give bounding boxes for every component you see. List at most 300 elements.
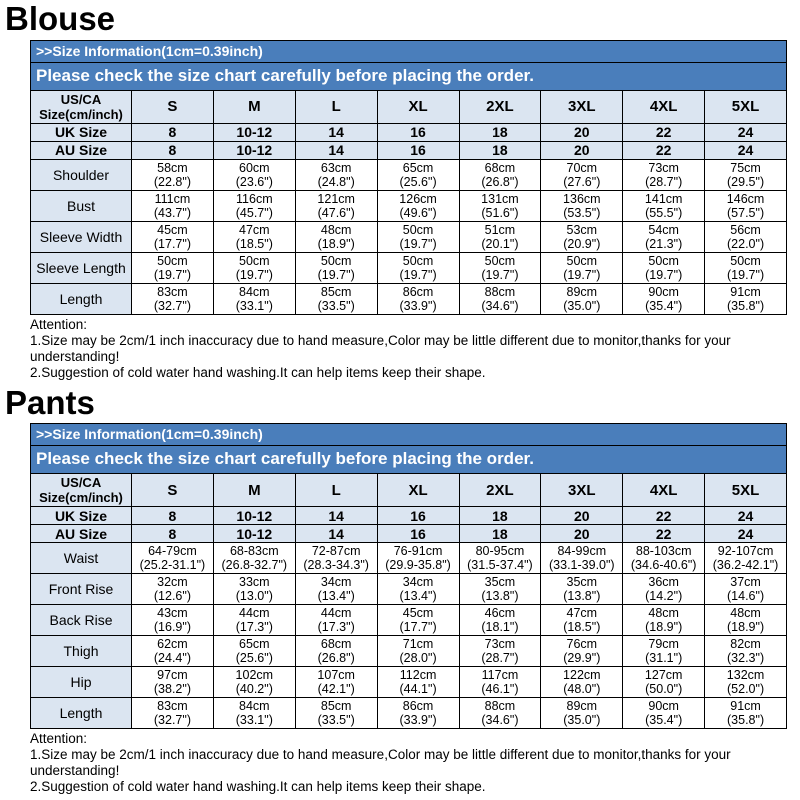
measurement-value: [459, 159, 541, 190]
measurement-value: [377, 221, 459, 252]
measurement-value: [213, 159, 295, 190]
measurement-value: [623, 252, 705, 283]
value-cm: 131cm: [481, 191, 519, 206]
blouse-size-table: [30, 90, 787, 315]
value-inch: (35.0"): [563, 298, 601, 313]
measurement-value: [541, 605, 623, 636]
value-cm: 50cm: [648, 253, 679, 268]
value-inch: (13.8"): [563, 589, 601, 604]
measurement-row: [31, 159, 787, 190]
region-size-value: 10-12: [213, 507, 295, 525]
value-inch: (20.9"): [563, 236, 601, 251]
value-inch: (33.5"): [317, 713, 355, 728]
region-size-value: 24: [705, 141, 787, 159]
measurement-value: [213, 698, 295, 729]
value-cm: 116cm: [236, 191, 273, 206]
measurement-value: [541, 574, 623, 605]
value-cm: 68cm: [320, 637, 352, 652]
size-column-header: 3XL: [541, 90, 623, 123]
value-cm: 122cm: [563, 668, 601, 683]
value-cm: 35cm: [566, 575, 598, 590]
measurement-value: [377, 283, 459, 314]
value-inch: (27.6"): [563, 174, 601, 189]
value-cm: 63cm: [320, 160, 352, 175]
attention-note: [30, 731, 787, 795]
value-inch: (17.3"): [235, 620, 273, 635]
measurement-value: [213, 667, 295, 698]
measurement-value: [541, 283, 623, 314]
value-inch: (19.7"): [153, 267, 191, 282]
measurement-value: [705, 159, 787, 190]
value-cm: 64-79cm: [148, 544, 197, 559]
measurement-value: [541, 221, 623, 252]
measurement-row: [31, 252, 787, 283]
value-inch: (45.7"): [235, 205, 273, 220]
value-cm: 50cm: [484, 253, 516, 268]
value-cm: 84cm: [239, 284, 270, 299]
row-label: Length: [31, 283, 132, 314]
measurement-value: [459, 698, 541, 729]
size-column-header: M: [213, 90, 295, 123]
value-cm: 88-103cm: [635, 544, 692, 559]
measurement-value: [541, 636, 623, 667]
value-cm: 112cm: [399, 668, 437, 683]
measurement-value: [377, 574, 459, 605]
corner-header-line: US/CA: [60, 475, 102, 491]
value-inch: (17.7"): [399, 620, 437, 635]
attention-line: 2.Suggestion of cold water hand washing.It can help items keep their shape.: [30, 779, 486, 795]
value-inch: (31.5-37.4"): [467, 558, 533, 573]
value-inch: (14.2"): [645, 589, 683, 604]
region-size-value: 22: [623, 507, 705, 525]
value-cm: 65cm: [239, 637, 270, 652]
attention-note: [30, 317, 787, 381]
measurement-value: [459, 667, 541, 698]
measurement-value: [295, 698, 377, 729]
value-inch: (19.7"): [235, 267, 273, 282]
value-cm: 50cm: [402, 253, 434, 268]
corner-header: [31, 90, 132, 123]
value-inch: (35.4"): [645, 298, 683, 313]
size-column-header: L: [295, 90, 377, 123]
measurement-value: [459, 574, 541, 605]
measurement-row: [31, 574, 787, 605]
value-cm: 80-95cm: [475, 544, 525, 559]
row-label: UK Size: [31, 123, 132, 141]
measurement-value: [295, 283, 377, 314]
measurement-value: [623, 190, 705, 221]
measurement-value: [623, 159, 705, 190]
measurement-value: [377, 636, 459, 667]
value-cm: 46cm: [484, 606, 516, 621]
measurement-value: [541, 667, 623, 698]
value-inch: (24.4"): [153, 651, 191, 666]
measurement-value: [132, 283, 214, 314]
value-inch: (26.8-32.7"): [221, 558, 288, 573]
attention-line: Attention:: [30, 731, 88, 747]
size-column-header: S: [132, 474, 214, 507]
value-inch: (43.7"): [153, 205, 191, 220]
measurement-row: [31, 221, 787, 252]
measurement-value: [295, 667, 377, 698]
value-inch: (19.7"): [317, 267, 355, 282]
value-cm: 126cm: [399, 191, 437, 206]
corner-header-line: Size(cm/inch): [39, 490, 123, 506]
section-blouse: [0, 2, 800, 381]
size-column-header: 5XL: [705, 90, 787, 123]
value-cm: 89cm: [566, 284, 598, 299]
value-cm: 107cm: [317, 668, 355, 683]
measurement-value: [623, 221, 705, 252]
value-cm: 50cm: [320, 253, 352, 268]
value-inch: (12.6"): [153, 589, 191, 604]
value-cm: 50cm: [730, 253, 761, 268]
value-inch: (26.8"): [481, 174, 519, 189]
region-size-row: [31, 525, 787, 543]
value-inch: (42.1"): [317, 682, 355, 697]
measurement-value: [623, 574, 705, 605]
value-inch: (13.4"): [317, 589, 355, 604]
row-label: Thigh: [31, 636, 132, 667]
size-column-header: S: [132, 90, 214, 123]
value-cm: 58cm: [157, 160, 188, 175]
region-size-value: 16: [377, 141, 459, 159]
value-cm: 56cm: [730, 222, 761, 237]
measurement-value: [213, 252, 295, 283]
value-inch: (46.1"): [481, 682, 519, 697]
measurement-value: [541, 543, 623, 574]
measurement-row: [31, 543, 787, 574]
region-size-value: 16: [377, 123, 459, 141]
region-size-value: 8: [132, 507, 214, 525]
measurement-value: [705, 698, 787, 729]
value-inch: (19.7"): [399, 236, 437, 251]
value-cm: 91cm: [730, 284, 761, 299]
value-inch: (13.4"): [399, 589, 437, 604]
region-size-value: 14: [295, 123, 377, 141]
value-cm: 127cm: [644, 668, 683, 683]
region-size-row: [31, 123, 787, 141]
size-notice-bar: Please check the size chart carefully before placing the order.: [30, 445, 787, 473]
value-inch: (32.7"): [153, 298, 191, 313]
value-cm: 83cm: [157, 699, 188, 714]
measurement-value: [295, 159, 377, 190]
value-cm: 51cm: [484, 222, 516, 237]
value-inch: (19.7"): [563, 267, 601, 282]
value-inch: (22.8"): [153, 174, 191, 189]
value-inch: (32.3"): [727, 651, 765, 666]
region-size-row: [31, 141, 787, 159]
value-inch: (17.3"): [317, 620, 355, 635]
value-cm: 85cm: [320, 284, 352, 299]
value-inch: (18.9"): [317, 236, 355, 251]
region-size-value: 20: [541, 141, 623, 159]
value-inch: (36.2-42.1"): [712, 558, 779, 573]
corner-header: [31, 474, 132, 507]
size-column-header: 2XL: [459, 90, 541, 123]
region-size-value: 16: [377, 525, 459, 543]
value-cm: 88cm: [484, 284, 516, 299]
value-cm: 50cm: [157, 253, 188, 268]
value-inch: (35.4"): [645, 713, 683, 728]
size-column-header: 4XL: [623, 90, 705, 123]
region-size-value: 14: [295, 507, 377, 525]
region-size-value: 14: [295, 525, 377, 543]
measurement-value: [213, 543, 295, 574]
measurement-value: [623, 543, 705, 574]
value-cm: 32cm: [157, 575, 188, 590]
region-size-value: 24: [705, 507, 787, 525]
value-inch: (35.8"): [727, 298, 765, 313]
value-cm: 65cm: [402, 160, 434, 175]
size-info-bar: >>Size Information(1cm=0.39inch): [30, 40, 787, 62]
row-label: Bust: [31, 190, 132, 221]
region-size-value: 18: [459, 141, 541, 159]
value-cm: 117cm: [481, 668, 519, 683]
measurement-value: [132, 605, 214, 636]
value-inch: (32.7"): [153, 713, 191, 728]
value-cm: 82cm: [730, 637, 761, 652]
value-cm: 45cm: [402, 606, 434, 621]
value-cm: 35cm: [484, 575, 516, 590]
measurement-value: [705, 667, 787, 698]
value-cm: 37cm: [730, 575, 761, 590]
value-inch: (23.6"): [235, 174, 273, 189]
measurement-value: [213, 283, 295, 314]
value-cm: 76-91cm: [393, 544, 443, 559]
measurement-value: [377, 252, 459, 283]
value-inch: (28.7"): [481, 651, 519, 666]
value-inch: (21.3"): [645, 236, 683, 251]
row-label: Sleeve Length: [31, 252, 132, 283]
value-cm: 111cm: [154, 191, 191, 206]
measurement-value: [213, 190, 295, 221]
measurement-value: [623, 667, 705, 698]
value-cm: 89cm: [566, 699, 598, 714]
measurement-value: [377, 605, 459, 636]
value-cm: 45cm: [157, 222, 188, 237]
value-cm: 44cm: [320, 606, 352, 621]
measurement-value: [377, 159, 459, 190]
measurement-value: [459, 636, 541, 667]
value-inch: (25.6"): [235, 651, 273, 666]
region-size-value: 10-12: [213, 123, 295, 141]
value-cm: 84cm: [239, 699, 270, 714]
measurement-value: [295, 221, 377, 252]
value-inch: (40.2"): [235, 682, 273, 697]
value-cm: 91cm: [730, 699, 761, 714]
measurement-value: [213, 636, 295, 667]
value-cm: 85cm: [320, 699, 352, 714]
size-column-header: 5XL: [705, 474, 787, 507]
value-inch: (22.0"): [727, 236, 765, 251]
value-cm: 68cm: [484, 160, 516, 175]
value-cm: 53cm: [566, 222, 598, 237]
attention-line: 2.Suggestion of cold water hand washing.It can help items keep their shape.: [30, 364, 486, 380]
measurement-row: [31, 283, 787, 314]
value-cm: 92-107cm: [717, 544, 774, 559]
value-inch: (17.7"): [153, 236, 191, 251]
measurement-value: [377, 698, 459, 729]
size-header-row: [31, 90, 787, 123]
section-title-pants: Pants: [5, 383, 95, 421]
measurement-value: [459, 605, 541, 636]
measurement-value: [541, 252, 623, 283]
value-inch: (51.6"): [481, 205, 519, 220]
value-inch: (33.1"): [235, 298, 273, 313]
value-cm: 141cm: [644, 191, 683, 206]
size-info-bar: >>Size Information(1cm=0.39inch): [30, 423, 787, 445]
value-inch: (33.5"): [317, 298, 355, 313]
region-size-value: 22: [623, 525, 705, 543]
blouse-size-chart: [30, 40, 787, 315]
value-inch: (28.0"): [399, 651, 437, 666]
section-pants: [0, 383, 800, 796]
value-cm: 54cm: [648, 222, 679, 237]
value-inch: (19.7"): [399, 267, 437, 282]
measurement-value: [132, 636, 214, 667]
measurement-row: [31, 698, 787, 729]
value-cm: 132cm: [726, 668, 765, 683]
value-inch: (25.6"): [399, 174, 437, 189]
value-inch: (31.1"): [645, 651, 683, 666]
value-cm: 33cm: [239, 575, 270, 590]
value-cm: 86cm: [402, 699, 434, 714]
measurement-value: [295, 252, 377, 283]
measurement-value: [705, 190, 787, 221]
value-inch: (28.7"): [645, 174, 683, 189]
value-cm: 48cm: [320, 222, 352, 237]
measurement-value: [213, 221, 295, 252]
value-cm: 136cm: [563, 191, 601, 206]
value-cm: 47cm: [566, 606, 598, 621]
region-size-value: 24: [705, 123, 787, 141]
value-inch: (50.0"): [645, 682, 683, 697]
measurement-row: [31, 190, 787, 221]
measurement-value: [705, 221, 787, 252]
measurement-value: [541, 698, 623, 729]
value-cm: 83cm: [157, 284, 188, 299]
measurement-value: [132, 698, 214, 729]
measurement-value: [213, 574, 295, 605]
value-cm: 121cm: [317, 191, 355, 206]
value-inch: (19.7"): [645, 267, 683, 282]
value-cm: 79cm: [648, 637, 679, 652]
corner-header-line: US/CA: [60, 91, 102, 107]
value-inch: (18.9"): [645, 620, 683, 635]
value-cm: 90cm: [648, 699, 679, 714]
measurement-value: [623, 605, 705, 636]
region-size-value: 18: [459, 507, 541, 525]
pants-size-table: [30, 473, 787, 729]
region-size-value: 20: [541, 525, 623, 543]
region-size-value: 22: [623, 141, 705, 159]
pants-size-chart: [30, 423, 787, 729]
size-column-header: 3XL: [541, 474, 623, 507]
size-column-header: XL: [377, 90, 459, 123]
region-size-value: 10-12: [213, 141, 295, 159]
value-cm: 48cm: [648, 606, 679, 621]
region-size-value: 18: [459, 525, 541, 543]
measurement-value: [541, 190, 623, 221]
value-cm: 34cm: [402, 575, 434, 590]
measurement-value: [705, 252, 787, 283]
value-inch: (38.2"): [153, 682, 191, 697]
measurement-row: [31, 667, 787, 698]
value-cm: 50cm: [239, 253, 270, 268]
measurement-value: [295, 543, 377, 574]
value-inch: (34.6-40.6"): [630, 558, 697, 573]
measurement-value: [705, 283, 787, 314]
value-cm: 44cm: [239, 606, 270, 621]
value-cm: 84-99cm: [557, 544, 607, 559]
value-inch: (47.6"): [317, 205, 355, 220]
measurement-value: [623, 283, 705, 314]
corner-header-line: Size(cm/inch): [39, 106, 123, 122]
value-inch: (25.2-31.1"): [139, 558, 206, 573]
size-notice-bar: Please check the size chart carefully before placing the order.: [30, 62, 787, 90]
row-label: Front Rise: [31, 574, 132, 605]
measurement-value: [623, 636, 705, 667]
value-inch: (48.0"): [563, 682, 601, 697]
measurement-value: [132, 252, 214, 283]
value-inch: (18.5"): [235, 236, 273, 251]
value-inch: (53.5"): [563, 205, 601, 220]
size-header-row: [31, 474, 787, 507]
value-inch: (13.0"): [235, 589, 273, 604]
region-size-value: 10-12: [213, 525, 295, 543]
measurement-row: [31, 605, 787, 636]
value-inch: (33.9"): [399, 713, 437, 728]
region-size-value: 24: [705, 525, 787, 543]
size-column-header: 4XL: [623, 474, 705, 507]
row-label: Sleeve Width: [31, 221, 132, 252]
value-cm: 47cm: [239, 222, 270, 237]
value-inch: (14.6"): [727, 589, 765, 604]
measurement-value: [705, 543, 787, 574]
value-inch: (19.7"): [481, 267, 519, 282]
value-inch: (24.8"): [317, 174, 355, 189]
value-inch: (29.9"): [563, 651, 601, 666]
row-label: AU Size: [31, 141, 132, 159]
size-column-header: 2XL: [459, 474, 541, 507]
value-cm: 88cm: [484, 699, 516, 714]
value-cm: 73cm: [484, 637, 516, 652]
value-inch: (28.3-34.3"): [303, 558, 369, 573]
attention-line: 1.Size may be 2cm/1 inch inaccuracy due to hand measure,Color may be little different due to monitor,thanks for your understanding!: [30, 332, 731, 364]
value-inch: (18.9"): [727, 620, 765, 635]
value-cm: 146cm: [726, 191, 765, 206]
measurement-value: [459, 283, 541, 314]
row-label: Shoulder: [31, 159, 132, 190]
value-inch: (29.5"): [727, 174, 765, 189]
measurement-value: [705, 574, 787, 605]
measurement-value: [705, 636, 787, 667]
region-size-value: 14: [295, 141, 377, 159]
region-size-value: 8: [132, 123, 214, 141]
value-inch: (33.1"): [235, 713, 273, 728]
value-inch: (18.5"): [563, 620, 601, 635]
measurement-value: [132, 543, 214, 574]
value-cm: 97cm: [157, 668, 188, 683]
region-size-value: 16: [377, 507, 459, 525]
measurement-value: [705, 605, 787, 636]
value-inch: (34.6"): [481, 713, 519, 728]
region-size-value: 8: [132, 141, 214, 159]
value-cm: 36cm: [648, 575, 679, 590]
value-cm: 90cm: [648, 284, 679, 299]
value-inch: (57.5"): [727, 205, 765, 220]
